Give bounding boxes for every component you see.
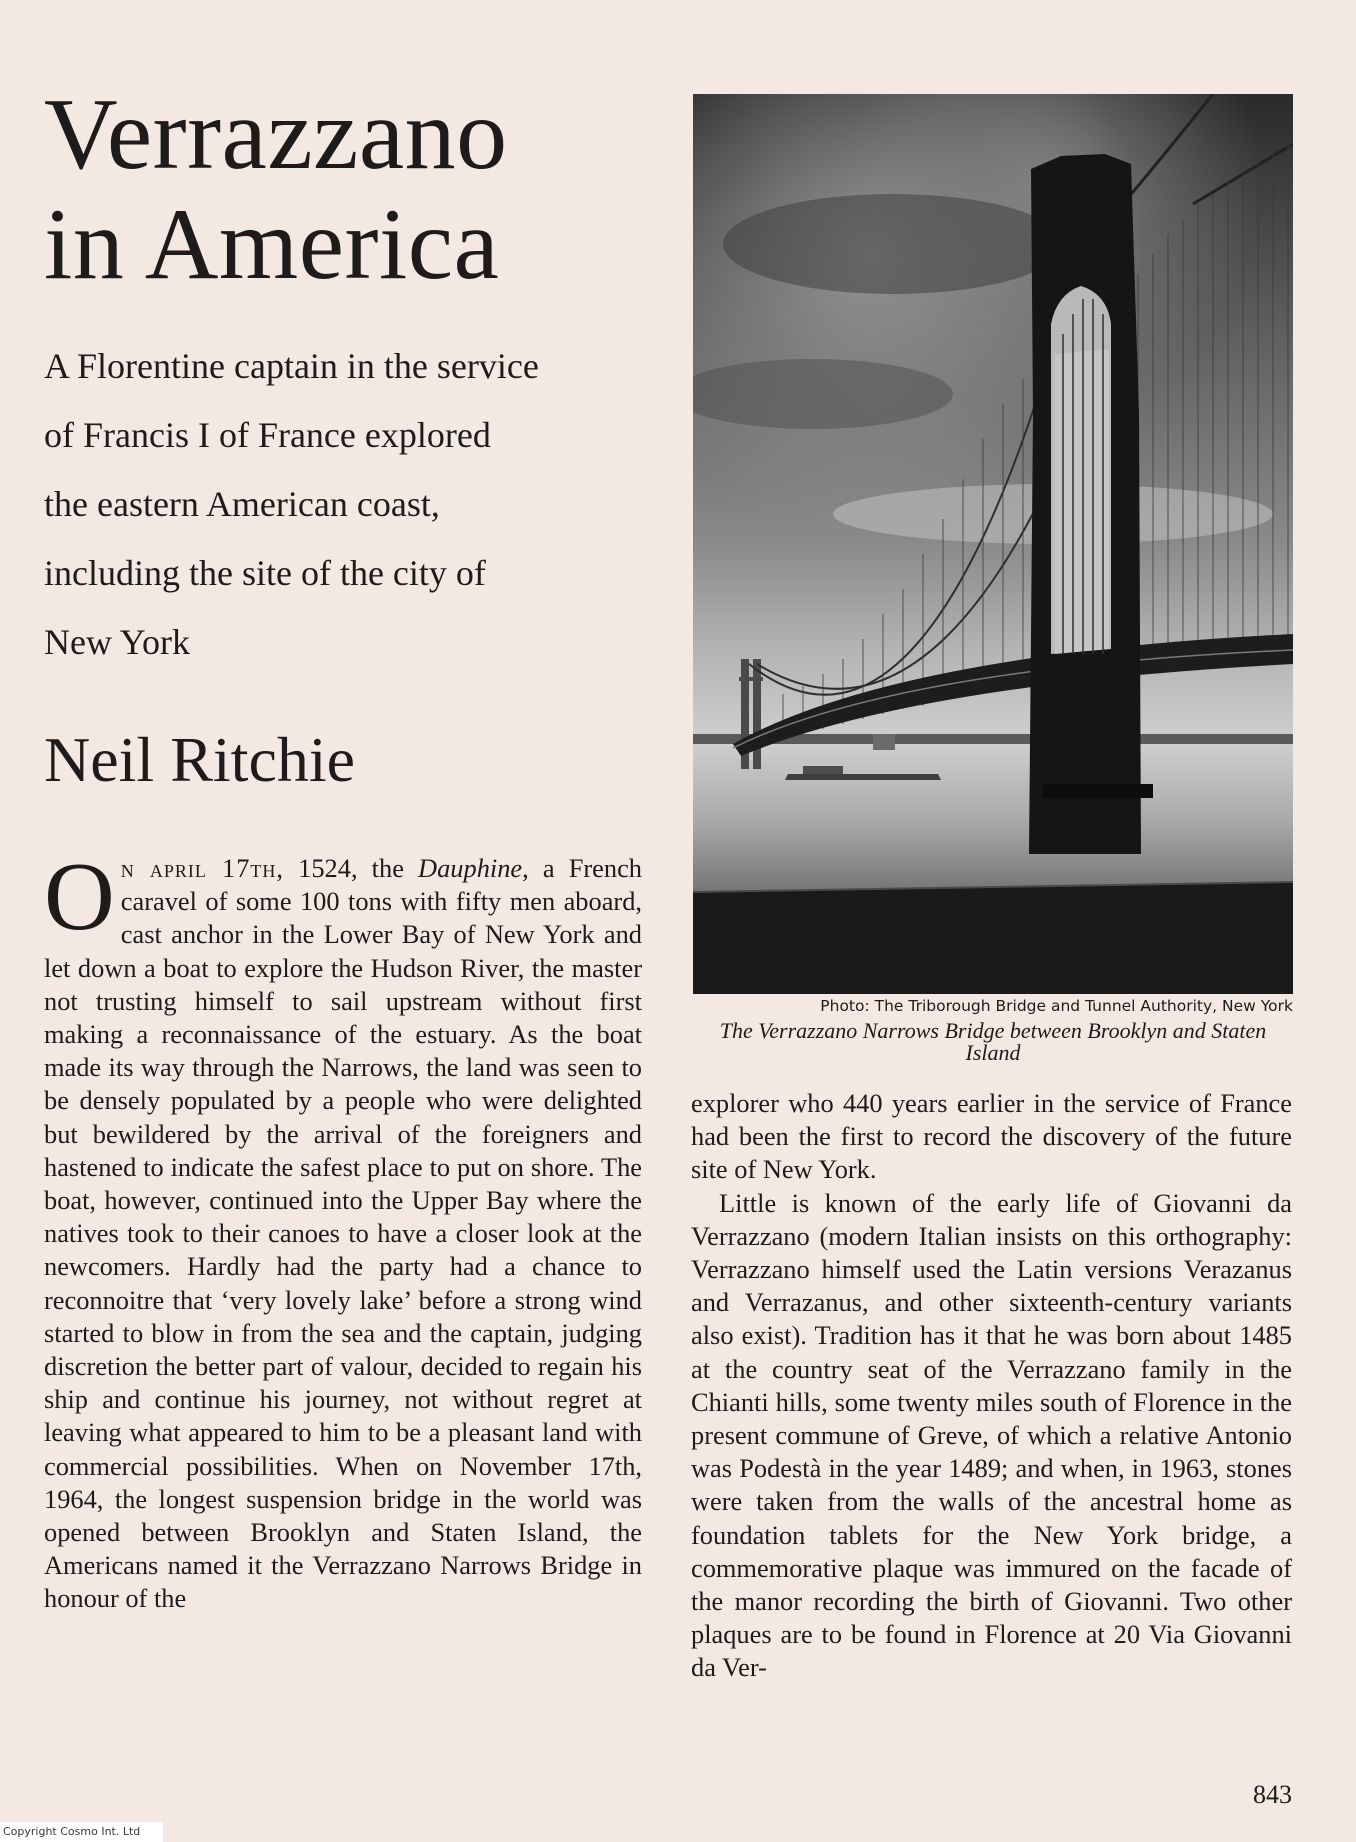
standfirst-line: New York bbox=[44, 622, 191, 662]
title-line-2: in America bbox=[44, 188, 500, 301]
right-paragraph-1: explorer who 440 years earlier in the service of France had been the first to record the discovery of the future site of New York. bbox=[691, 1088, 1292, 1185]
standfirst-line: the eastern American coast, bbox=[44, 484, 440, 524]
photo-caption: The Verrazzano Narrows Bridge between Brooklyn and Staten Island bbox=[719, 1018, 1267, 1065]
author-byline: Neil Ritchie bbox=[44, 724, 356, 795]
opening-small-caps: n april 17th, bbox=[120, 853, 285, 883]
bridge-photo bbox=[693, 94, 1293, 994]
page-number: 843 bbox=[1253, 1780, 1292, 1809]
title-line-1: Verrazzano bbox=[44, 78, 508, 191]
standfirst-line: including the site of the city of bbox=[44, 553, 486, 593]
body-column-right bbox=[691, 1087, 1292, 1685]
standfirst-line: A Florentine captain in the service bbox=[44, 346, 539, 386]
opening-paragraph bbox=[44, 843, 642, 1616]
drop-cap: O bbox=[44, 843, 115, 951]
photo-credit: Photo: The Triborough Bridge and Tunnel Authority, New York bbox=[820, 997, 1293, 1015]
standfirst-line: of Francis I of France explored bbox=[44, 415, 491, 455]
copyright-notice: Copyright Cosmo Int. Ltd bbox=[0, 1822, 163, 1842]
right-paragraph-2: Little is known of the early life of Giovanni da Verrazzano (modern Italian insists on this orthography: Verrazzano himself used the Latin versions Verazanus and Verrazanus, and other sixteenth-century variants also exist). Tradition has it that he was born about 1485 at the country seat of the Verrazzano family in the Chianti hills, some twenty miles south of Florence in the present commune of Greve, of which a relative Antonio was Podestà in the year 1489; and when, in 1963, stones were taken from the walls of the ancestral home as foundation tablets for the New York bridge, a commemorative plaque was immured on the facade of the manor recording the birth of Giovanni. Two other plaques are to be found in Florence at 20 Via Giovanni da Ver- bbox=[691, 1187, 1292, 1683]
opening-text: 1524, the bbox=[284, 853, 419, 883]
ship-name: Dauphine bbox=[418, 853, 523, 883]
body-column-left bbox=[44, 843, 642, 1616]
standfirst bbox=[44, 332, 644, 677]
left-column-text: , a French caravel of some 100 tons with fifty men aboard, cast anchor in the Lower Bay of New York and let down a boat to explore the Hudson River, the master not trusting himself to sail upstream without first making a reconnaissance of the estuary. As the boat made its way through the Narrows, the land was seen to be densely populated by a people who were delighted but bewildered by the arrival of the foreigners and hastened to indicate the safest place to put on shore. The boat, however, continued into the Upper Bay where the natives took to their canoes to have a closer look at the newcomers. Hardly had the party had a chance to reconnoitre that ‘very lovely lake’ before a strong wind started to blow in from the sea and the captain, judging discretion the better part of valour, decided to regain his ship and continue his journey, not without regret at leaving what appeared to him to be a pleasant land with commercial possibilities. When on November 17th, 1964, the longest suspension bridge in the world was opened between Brooklyn and Staten Island, the Americans named it the Verrazzano Narrows Bridge in honour of the bbox=[44, 853, 642, 1614]
article-title bbox=[44, 80, 664, 300]
